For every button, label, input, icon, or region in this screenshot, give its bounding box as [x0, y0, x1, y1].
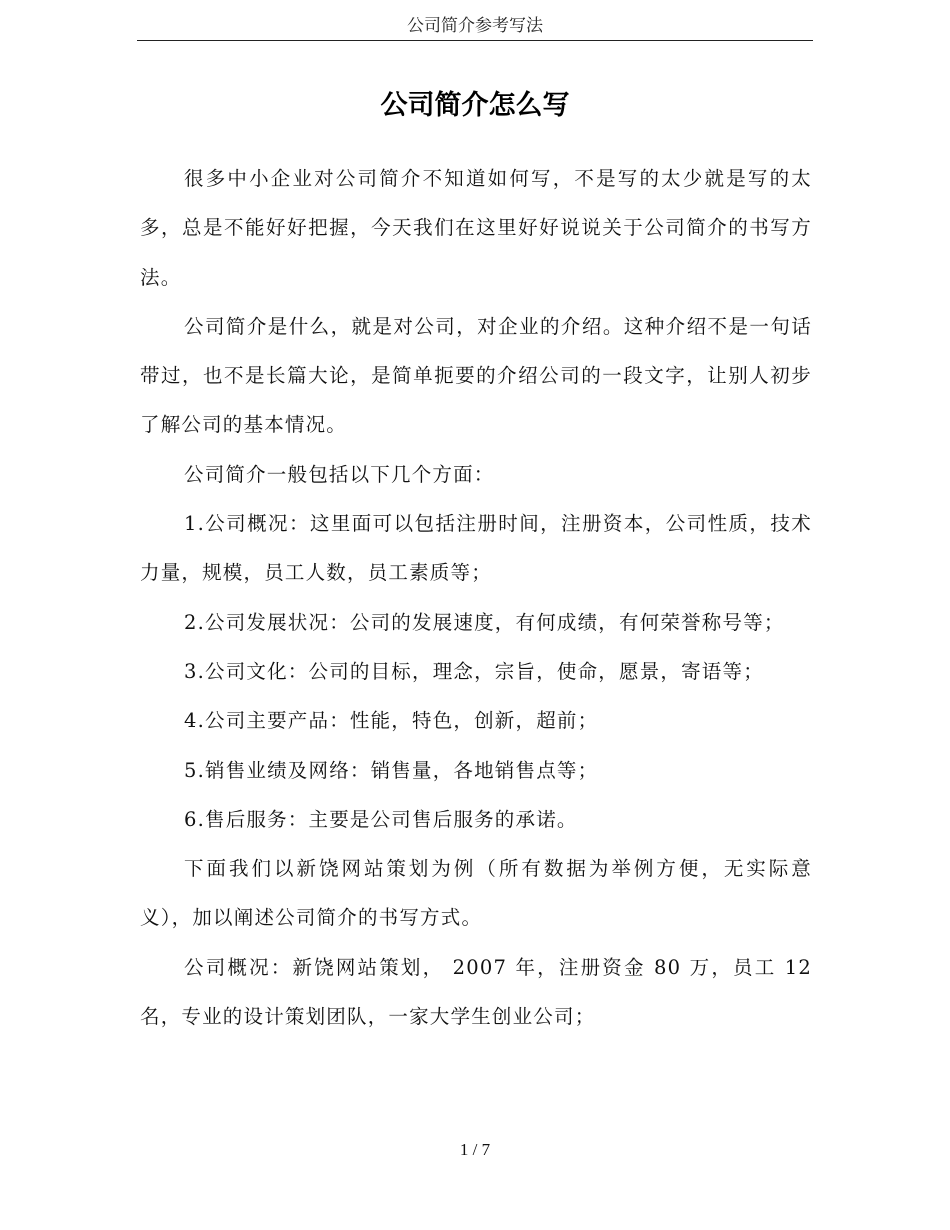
document-body: [140, 154, 812, 1041]
header-divider: [137, 40, 813, 41]
list-item-development: 2.公司发展状况：公司的发展速度，有何成绩，有何荣誉称号等；: [184, 610, 785, 634]
paragraph-intro: 很多中小企业对公司简介不知道如何写，不是写的太少就是写的太多，总是不能好好把握，今天我们在这里好好说说关于公司简介的书写方法。: [140, 167, 812, 289]
list-item-overview: 1.公司概况：这里面可以包括注册时间，注册资本，公司性质，技术力量，规模，员工人数，员工素质等；: [140, 512, 812, 585]
paragraph-definition: 公司简介是什么，就是对公司，对企业的介绍。这种介绍不是一句话带过，也不是长篇大论，是简单扼要的介绍公司的一段文字，让别人初步了解公司的基本情况。: [140, 314, 812, 437]
list-item-sales: 5.销售业绩及网络：销售量，各地销售点等；: [184, 758, 599, 782]
list-item-culture: 3.公司文化：公司的目标，理念，宗旨，使命，愿景，寄语等；: [184, 659, 764, 683]
list-item-after-sales: 6.售后服务：主要是公司售后服务的承诺。: [184, 807, 578, 831]
page-header-title: 公司简介参考写法: [407, 16, 543, 36]
paragraph-example-lead: 下面我们以新饶网站策划为例（所有数据为举例方便，无实际意义），加以阐述公司简介的书写方式。: [140, 857, 812, 930]
list-item-products: 4.公司主要产品：性能，特色，创新，超前；: [184, 709, 599, 733]
page-number: 1 / 7: [459, 1140, 491, 1159]
paragraph-aspects-lead: 公司简介一般包括以下几个方面：: [184, 462, 495, 486]
document-title: 公司简介怎么写: [380, 90, 570, 121]
paragraph-example-overview: 公司概况：新饶网站策划， 2007 年，注册资金 80 万，员工 12 名，专业的设计策划团队，一家大学生创业公司；: [140, 955, 812, 1029]
